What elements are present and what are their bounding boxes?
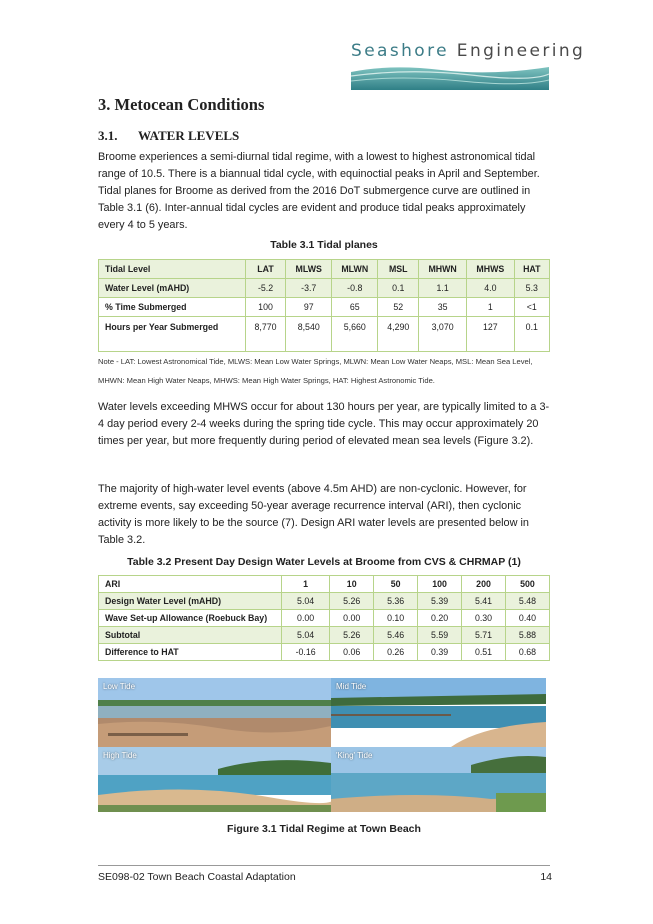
footer-document-title: SE098-02 Town Beach Coastal Adaptation: [98, 871, 296, 883]
table-cell: 0.68: [505, 644, 549, 661]
high-tide-label: High Tide: [103, 751, 137, 760]
table-cell: Subtotal: [99, 627, 282, 644]
table-cell: -0.8: [332, 279, 378, 298]
subsection-heading: [98, 128, 239, 144]
table-cell: 5.88: [505, 627, 549, 644]
table-header-cell: MSL: [378, 260, 419, 279]
king-tide-label: 'King' Tide: [336, 751, 373, 760]
table-cell: <1: [514, 298, 549, 317]
table-cell: 5.3: [514, 279, 549, 298]
table-cell: 0.39: [418, 644, 462, 661]
table-cell: Hours per Year Submerged: [99, 317, 246, 352]
table-cell: 127: [467, 317, 514, 352]
footer-divider: [98, 865, 550, 866]
logo-wordmark: [351, 40, 586, 62]
table-header-cell: 500: [505, 576, 549, 593]
table-cell: 8,540: [286, 317, 332, 352]
table-cell: 5,660: [332, 317, 378, 352]
table-cell: 4,290: [378, 317, 419, 352]
subsection-number: 3.1.: [98, 128, 118, 143]
section-heading: 3. Metocean Conditions: [98, 95, 265, 114]
table-cell: 3,070: [419, 317, 467, 352]
table-cell: 5.71: [462, 627, 506, 644]
table-cell: 5.48: [505, 593, 549, 610]
high-tide-photo: [98, 747, 331, 812]
mid-tide-label: Mid Tide: [336, 682, 367, 691]
table-header-cell: 10: [330, 576, 374, 593]
table-header-cell: 1: [282, 576, 330, 593]
table-cell: 0.10: [374, 610, 418, 627]
king-tide-photo: [331, 747, 546, 812]
table-cell: 100: [245, 298, 286, 317]
table-row: [99, 298, 550, 317]
table-row: [99, 610, 550, 627]
table-cell: 0.20: [418, 610, 462, 627]
intro-paragraph: Broome experiences a semi-diurnal tidal regime, with a lowest to highest astronomical tidal range of 10.5. There is a biannual tidal cycle, with equinoctial peaks in April and September. Tidal planes for Broome as derived from the 2016 DoT submergence curve are outlined in Table 3.1 (6). Inter-annual tidal cycles are evident and produce tidal peaks approximately every 4 to 5 years.: [98, 151, 540, 231]
table-header-cell: MHWS: [467, 260, 514, 279]
table-cell: 5.39: [418, 593, 462, 610]
table-cell: 5.59: [418, 627, 462, 644]
table-row: [99, 627, 550, 644]
table-header-cell: HAT: [514, 260, 549, 279]
table-cell: -3.7: [286, 279, 332, 298]
table-header-cell: ARI: [99, 576, 282, 593]
table-header-cell: Tidal Level: [99, 260, 246, 279]
page-number: 14: [540, 871, 552, 883]
table-cell: 1: [467, 298, 514, 317]
table-cell: 4.0: [467, 279, 514, 298]
mhws-paragraph: Water levels exceeding MHWS occur for about 130 hours per year, are typically limited to a 3-4 day period every 2-4 weeks during the spring tide cycle. This may occur approximately 20 times per year, but more frequently during period of elevated mean sea levels (Figure 3.2).: [98, 401, 550, 447]
table-row: [99, 593, 550, 610]
tidal-regime-figure: [98, 678, 546, 812]
table-header-row: [99, 260, 550, 279]
table-cell: 5.04: [282, 627, 330, 644]
table-cell: 65: [332, 298, 378, 317]
table-row: [99, 644, 550, 661]
table-header-cell: 200: [462, 576, 506, 593]
table-row: [99, 317, 550, 352]
table-header-cell: LAT: [245, 260, 286, 279]
table-header-row: [99, 576, 550, 593]
logo-word-engineering: Engineering: [456, 41, 586, 61]
table-cell: Design Water Level (mAHD): [99, 593, 282, 610]
table-header-cell: MLWN: [332, 260, 378, 279]
table-cell: 8,770: [245, 317, 286, 352]
figure-caption: Figure 3.1 Tidal Regime at Town Beach: [227, 823, 421, 835]
logo-wave-graphic: [351, 62, 549, 90]
table-cell: 5.36: [374, 593, 418, 610]
table-cell: 0.26: [374, 644, 418, 661]
company-logo: [351, 40, 586, 90]
table-cell: 5.41: [462, 593, 506, 610]
table1-caption: Table 3.1 Tidal planes: [270, 239, 378, 251]
table-header-cell: MLWS: [286, 260, 332, 279]
table1-note: Note - LAT: Lowest Astronomical Tide, MLWS: Mean Low Water Springs, MLWN: Mean Low Water Neaps, MSL: Mean Sea Level, MHWN: Mean High Water Neaps, MHWS: Mean High Water Springs, HAT: Highest Astronomic Tide.: [98, 357, 533, 385]
design-water-levels-table: [98, 575, 550, 661]
table-cell: 0.06: [330, 644, 374, 661]
mid-tide-photo: [331, 678, 546, 747]
table-cell: 0.1: [378, 279, 419, 298]
table-cell: 35: [419, 298, 467, 317]
table-cell: Wave Set-up Allowance (Roebuck Bay): [99, 610, 282, 627]
table-cell: 0.40: [505, 610, 549, 627]
table-cell: 5.46: [374, 627, 418, 644]
table-cell: 0.30: [462, 610, 506, 627]
table-cell: Water Level (mAHD): [99, 279, 246, 298]
table-cell: 0.51: [462, 644, 506, 661]
tidal-planes-table: [98, 259, 550, 352]
table-cell: % Time Submerged: [99, 298, 246, 317]
table-cell: -5.2: [245, 279, 286, 298]
table-cell: 1.1: [419, 279, 467, 298]
table-header-cell: 100: [418, 576, 462, 593]
table-cell: 5.04: [282, 593, 330, 610]
table-cell: Difference to HAT: [99, 644, 282, 661]
logo-word-seashore: Seashore: [351, 41, 449, 61]
events-paragraph: The majority of high-water level events (above 4.5m AHD) are non-cyclonic. However, for extreme events, say exceeding 50-year average recurrence interval (ARI), then cyclonic activity is more likely to be the source (7). Design ARI water levels are presented below in Table 3.2.: [98, 483, 529, 546]
table-cell: 0.00: [330, 610, 374, 627]
table-cell: 5.26: [330, 627, 374, 644]
low-tide-label: Low Tide: [103, 682, 136, 691]
table-cell: 97: [286, 298, 332, 317]
table-cell: 0.1: [514, 317, 549, 352]
table-cell: 0.00: [282, 610, 330, 627]
low-tide-photo: [98, 678, 331, 747]
table2-caption: Table 3.2 Present Day Design Water Levels at Broome from CVS & CHRMAP (1): [127, 556, 521, 568]
table-header-cell: 50: [374, 576, 418, 593]
table-cell: 5.26: [330, 593, 374, 610]
table-cell: -0.16: [282, 644, 330, 661]
table-cell: 52: [378, 298, 419, 317]
subsection-title: WATER LEVELS: [138, 128, 240, 143]
table-header-cell: MHWN: [419, 260, 467, 279]
table-row: [99, 279, 550, 298]
